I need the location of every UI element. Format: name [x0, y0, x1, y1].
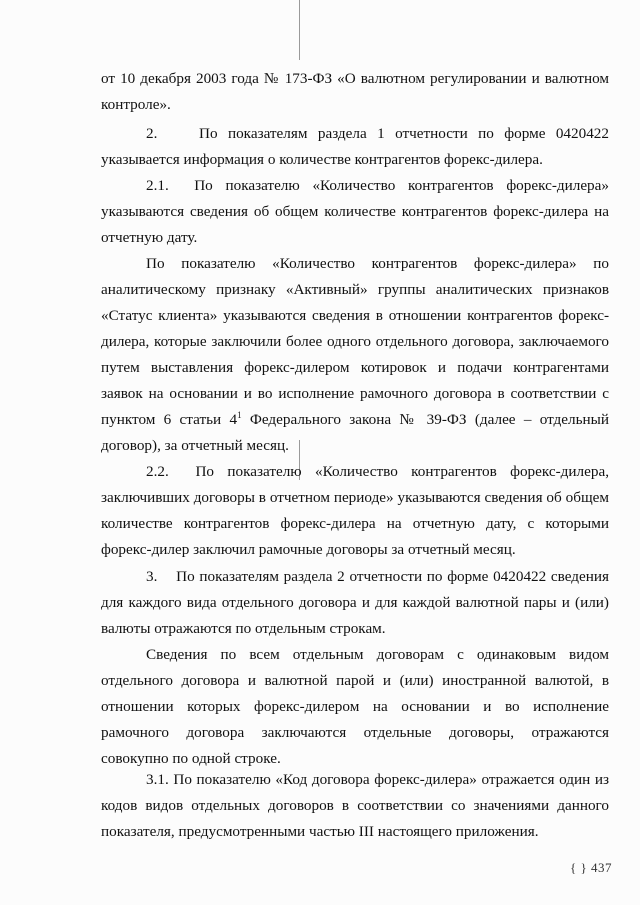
page-number: { } 437	[570, 860, 612, 875]
paragraph-text: По показателю «Количество контрагентов форекс-дилера» по аналитическому признаку «Активный» группы аналитических признаков «Статус клиента» указываются сведения в отношении контрагентов форекс-дилера, которые заключили более одного отдельного договора, заключаемого путем выставления форекс-дилером котировок и подачи контрагентами заявок на основании и во исполнение рамочного договора в соответствии с пунктом 6 статьи 4	[101, 255, 609, 428]
paragraph: 2. По показателям раздела 1 отчетности по форме 0420422 указывается информация о количестве контрагентов форекс-дилера.	[101, 125, 609, 168]
paragraph: 3. По показателям раздела 2 отчетности по форме 0420422 сведения для каждого вида отдельного договора и для каждой валютной пары и (или) валюты отражаются по отдельным строкам.	[101, 568, 609, 637]
superscript: 1	[237, 410, 242, 420]
paragraph: 2.1. По показателю «Количество контрагентов форекс-дилера» указываются сведения об общем количестве контрагентов форекс-дилера на отчетную дату.	[101, 177, 609, 246]
paragraph: Сведения по всем отдельным договорам с одинаковым видом отдельного договора и валютной парой и (или) иностранной валютой, в отношении которых форекс-дилером на основании и во исполнение рамочного договора заключаются отдельные договоры, отражаются совокупно по одной строке.	[101, 646, 609, 767]
paragraph: 2.2. По показателю «Количество контрагентов форекс-дилера, заключивших договоры в отчетном периоде» указываются сведения об общем количестве контрагентов форекс-дилера на отчетную дату, с которыми форекс-дилер заключил рамочные договоры за отчетный месяц.	[101, 463, 609, 558]
paragraph: 3.1. По показателю «Код договора форекс-дилера» отражается один из кодов видов отдельных договоров в соответствии со значениями данного показателя, предусмотренными частью III настоящего приложения.	[101, 771, 609, 840]
paragraph: от 10 декабря 2003 года № 173-ФЗ «О валютном регулировании и валютном контроле».	[101, 70, 609, 113]
paragraph-text: Федерального закона № 39-ФЗ (далее – отдельный договор), за отчетный месяц.	[101, 411, 609, 454]
paragraph	[101, 251, 609, 459]
scan-artifact-line	[299, 0, 300, 60]
